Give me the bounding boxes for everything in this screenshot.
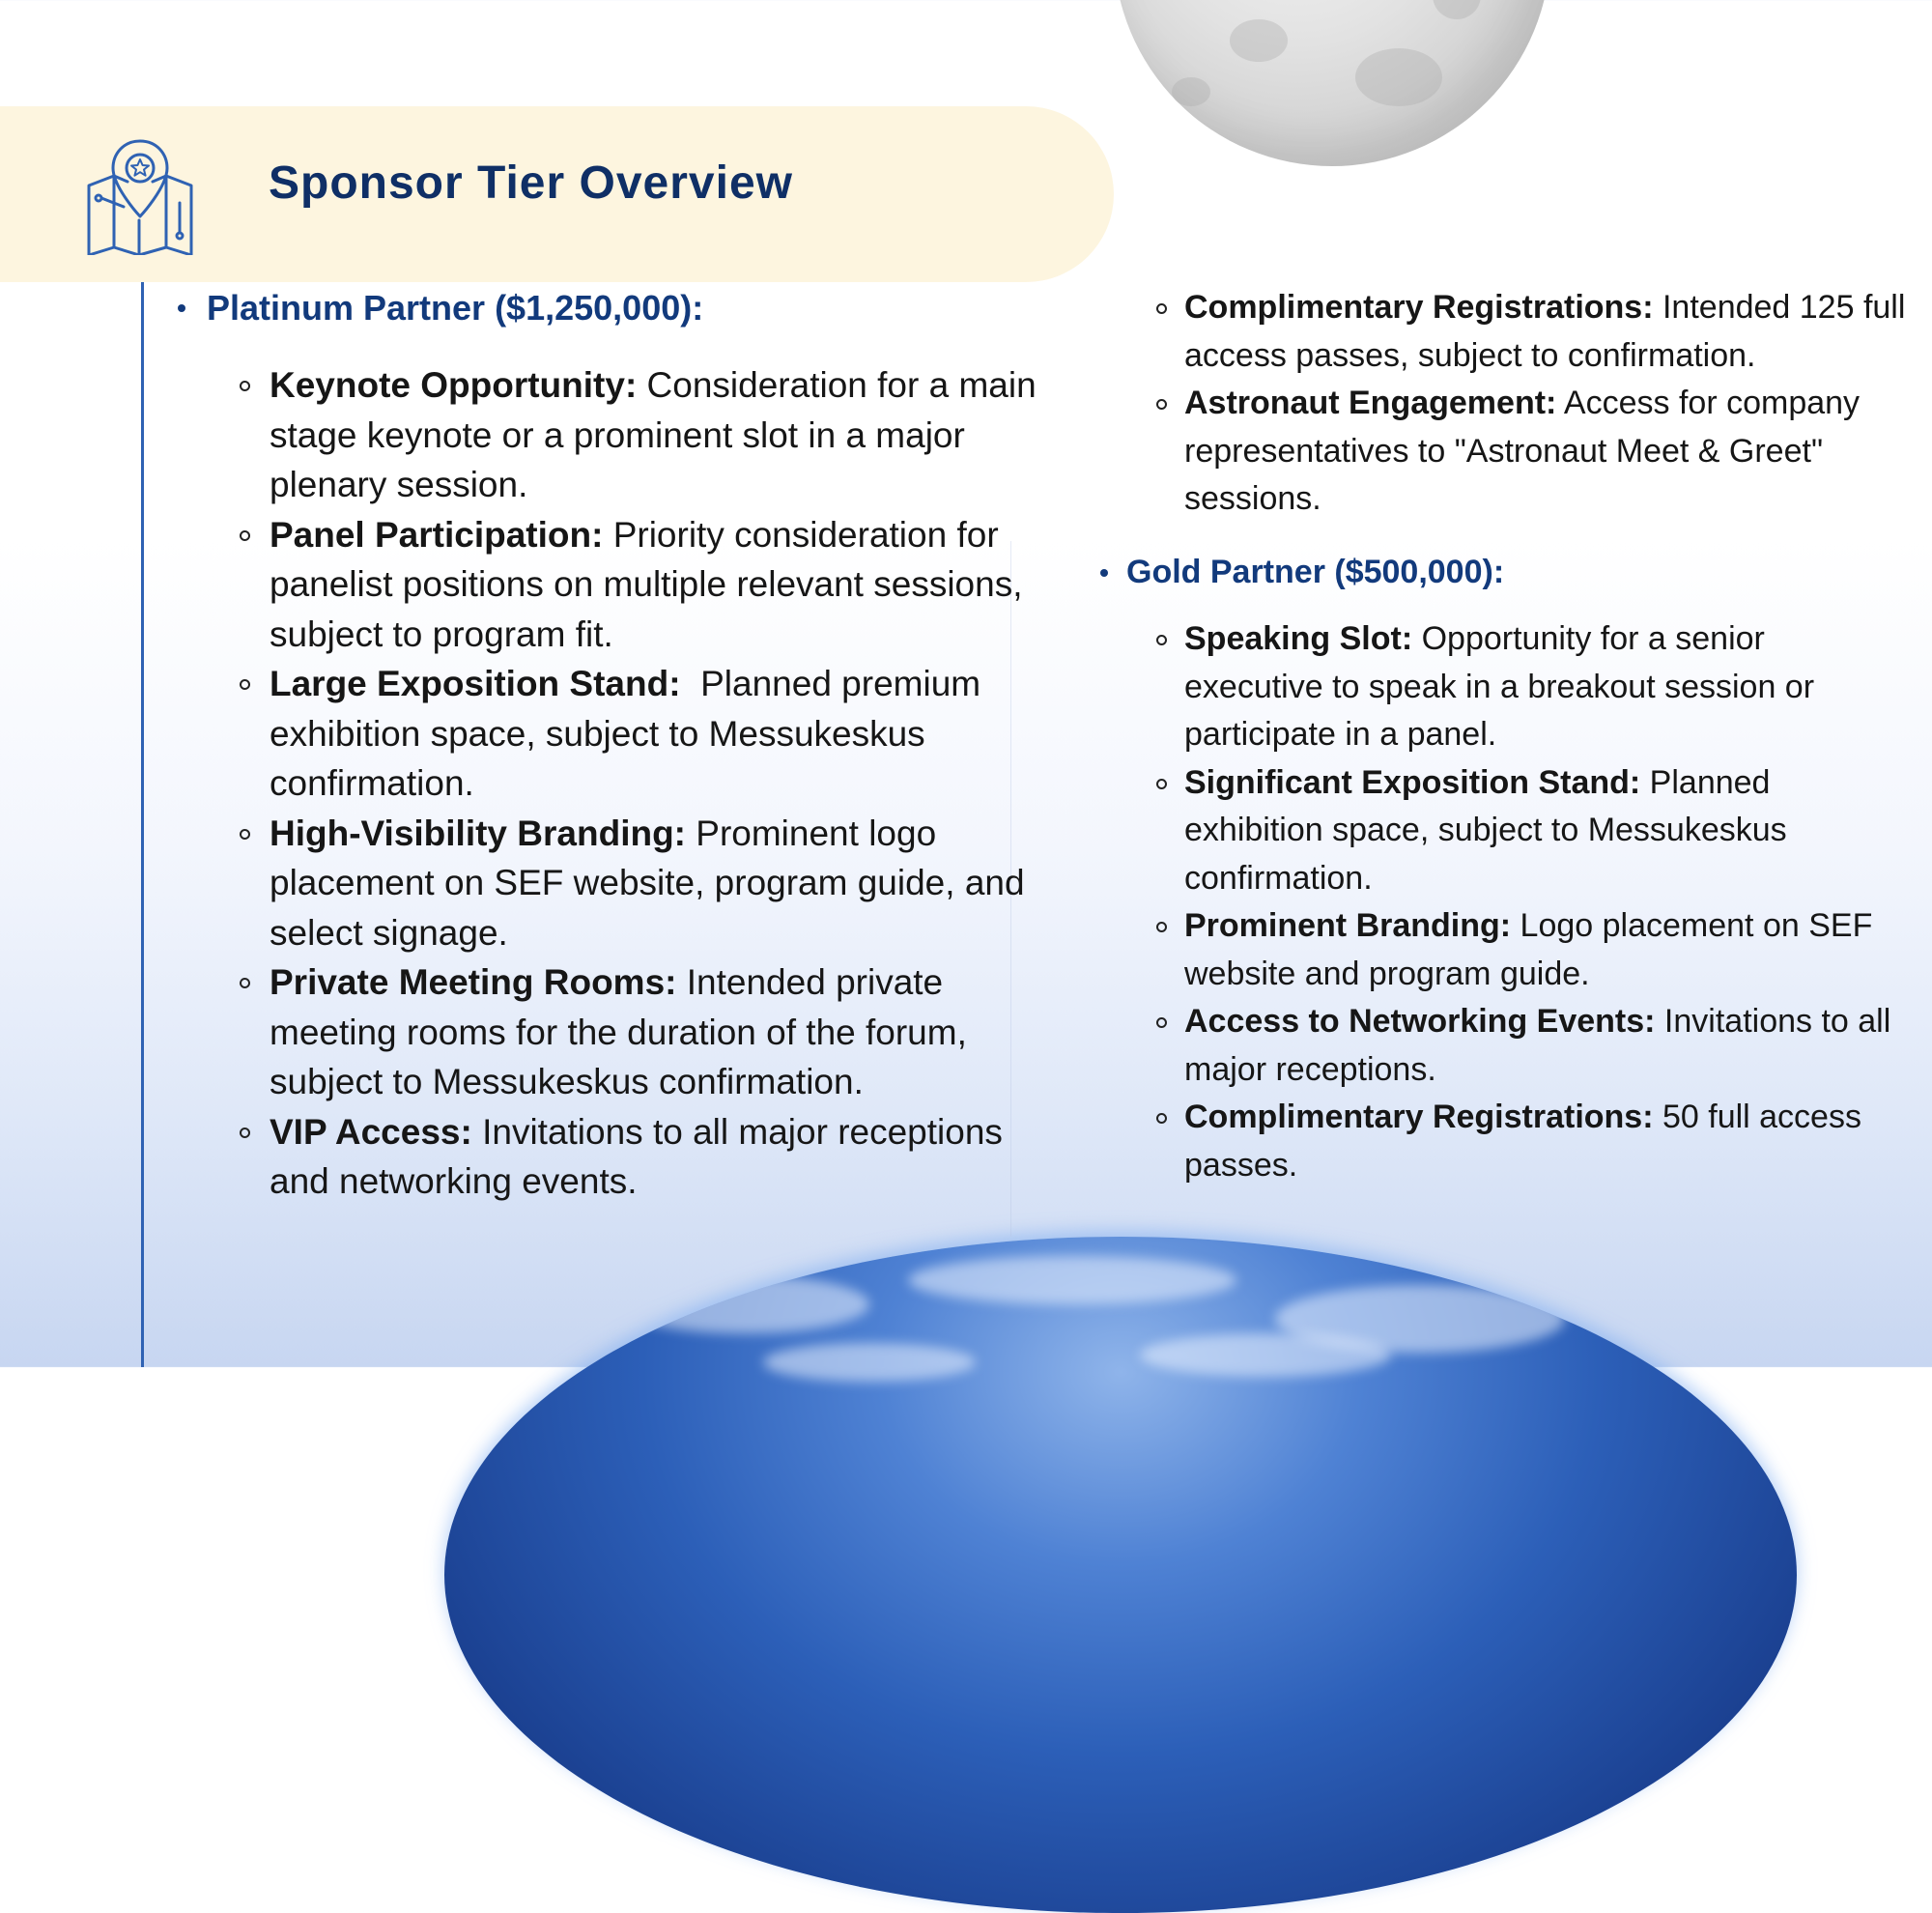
list-item — [1184, 759, 1899, 903]
platinum-benefits-list — [270, 360, 1071, 1207]
benefit-label: Panel Participation: — [270, 514, 604, 555]
benefit-text: Opportunity for a senior executive to speak in a breakout session or participate in a panel. — [1184, 620, 1815, 753]
list-item — [1184, 902, 1899, 998]
bullet-circle — [240, 978, 250, 988]
benefit-label: Astronaut Engagement: — [1184, 385, 1557, 421]
bullet-circle — [1156, 399, 1167, 410]
platinum-heading-text: Platinum Partner ($1,250,000): — [207, 288, 704, 328]
bullet-circle — [240, 679, 250, 690]
list-item — [1184, 1094, 1899, 1189]
bullet-circle — [1156, 779, 1167, 789]
gold-heading — [1126, 554, 1504, 591]
page-title: Sponsor Tier Overview — [269, 157, 793, 209]
list-item — [270, 809, 1071, 958]
benefit-text: Consideration for a main stage keynote or a prominent slot in a major plenary session. — [270, 365, 1037, 504]
bullet-circle — [1156, 1017, 1167, 1028]
benefit-text: Access for company representatives to "Astronaut Meet & Greet" sessions. — [1184, 385, 1861, 517]
benefit-label: Keynote Opportunity: — [270, 365, 638, 405]
benefit-label: Speaking Slot: — [1184, 620, 1413, 657]
benefit-text: Planned premium exhibition space, subject to Messukeskus confirmation. — [270, 664, 991, 803]
bullet-dot — [1100, 569, 1108, 577]
bullet-circle — [240, 829, 250, 840]
benefit-text: Intended private meeting rooms for the duration of the forum, subject to Messukeskus confirmation. — [270, 962, 967, 1101]
benefit-label: VIP Access: — [270, 1111, 472, 1152]
list-item — [1184, 615, 1899, 759]
map-pin-star-icon — [85, 135, 195, 255]
gold-heading-text: Gold Partner ($500,000): — [1126, 554, 1505, 590]
bullet-dot — [178, 304, 185, 312]
list-item — [270, 659, 1071, 809]
benefit-label: Complimentary Registrations: — [1184, 289, 1654, 326]
platinum-heading — [207, 288, 703, 328]
earth-image — [444, 1237, 1797, 1913]
platinum-benefits-continued — [1184, 284, 1918, 524]
benefit-label: Prominent Branding: — [1184, 907, 1512, 944]
benefit-text: Invitations to all major receptions and networking events. — [270, 1111, 1003, 1201]
gold-benefits-list — [1184, 615, 1899, 1189]
list-item — [270, 510, 1071, 660]
benefit-text: Prominent logo placement on SEF website, program guide, and select signage. — [270, 813, 1025, 953]
benefit-text: Intended 125 full access passes, subject to confirmation. — [1184, 289, 1906, 374]
list-item — [270, 1107, 1071, 1207]
benefit-text: 50 full access passes. — [1184, 1099, 1861, 1184]
list-item — [1184, 380, 1918, 524]
benefit-label: Large Exposition Stand: — [270, 664, 681, 703]
benefit-label: Complimentary Registrations: — [1184, 1099, 1654, 1135]
list-item — [270, 957, 1071, 1107]
benefit-label: High-Visibility Branding: — [270, 813, 686, 853]
bullet-circle — [240, 530, 250, 541]
bullet-circle — [240, 381, 250, 391]
benefit-text: Planned exhibition space, subject to Messukeskus confirmation. — [1184, 763, 1787, 897]
list-item — [1184, 284, 1918, 380]
bullet-circle — [1156, 303, 1167, 314]
benefit-label: Significant Exposition Stand: — [1184, 763, 1641, 801]
benefit-label: Access to Networking Events: — [1184, 1003, 1656, 1040]
list-item — [1184, 998, 1899, 1094]
benefit-text: Invitations to all major receptions. — [1184, 1003, 1891, 1088]
benefit-label: Private Meeting Rooms: — [270, 962, 677, 1002]
bullet-circle — [240, 1128, 250, 1138]
bullet-circle — [1156, 1113, 1167, 1124]
moon-image — [1114, 0, 1550, 166]
list-item — [270, 360, 1071, 510]
bullet-circle — [1156, 922, 1167, 932]
accent-divider — [141, 282, 144, 1367]
benefit-text: Priority consideration for panelist positions on multiple relevant sessions, subject to program fit. — [270, 514, 1023, 654]
bullet-circle — [1156, 635, 1167, 645]
benefit-text: Logo placement on SEF website and program guide. — [1184, 907, 1873, 992]
